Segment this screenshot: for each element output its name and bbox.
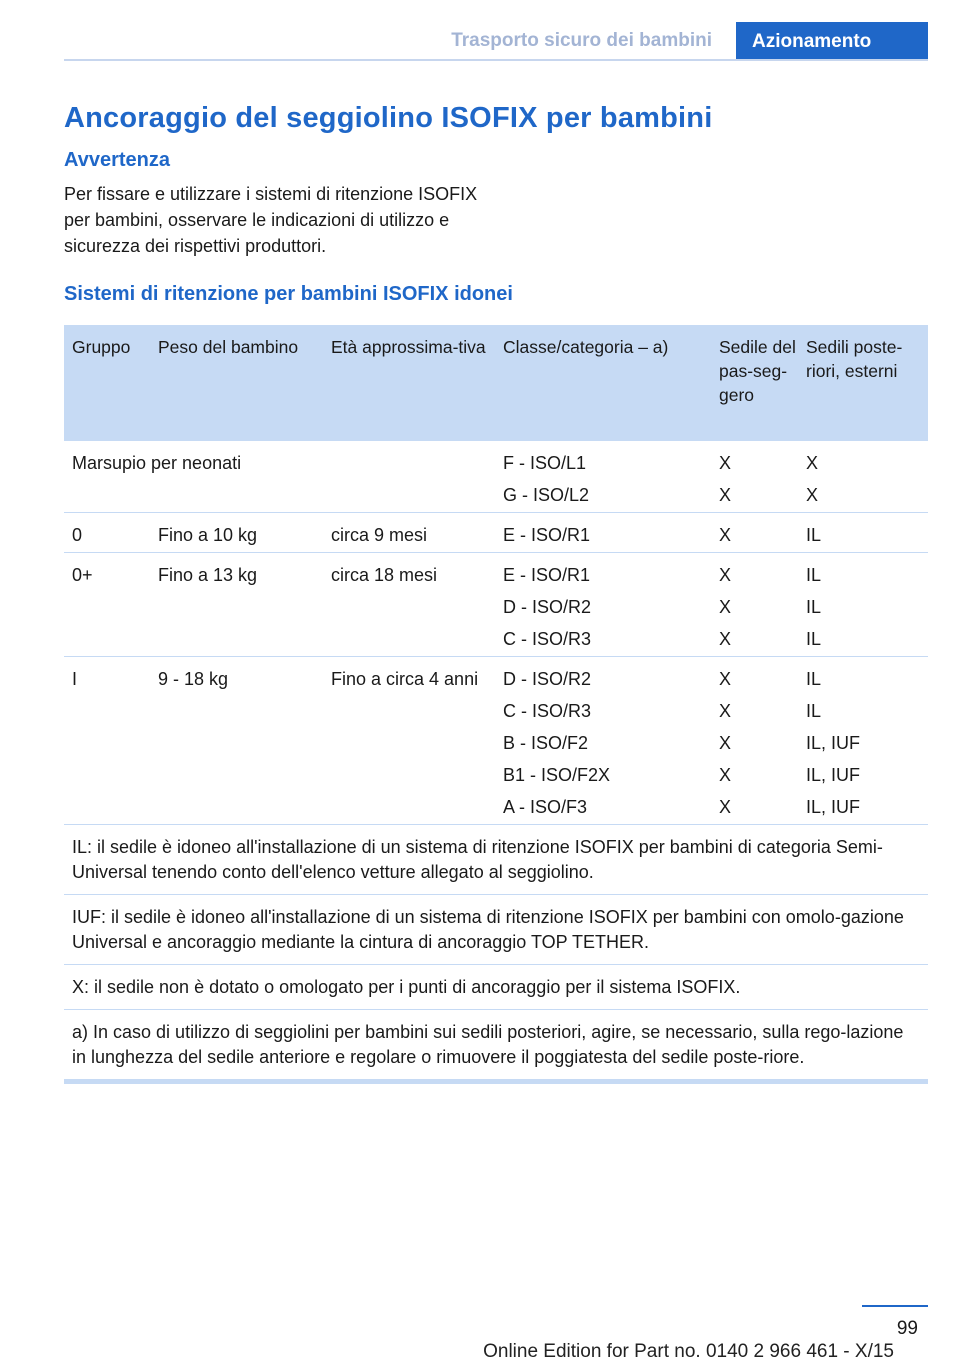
passeggero-item: X (719, 565, 732, 585)
cell-classe: E - ISO/R1 (503, 525, 591, 545)
classe-item: A - ISO/F3 (503, 797, 588, 817)
cell-posteriori (806, 451, 818, 515)
cell-posteriori (806, 667, 860, 827)
header-eta: Età approssima-tiva (331, 337, 486, 357)
passeggero-item: X (719, 453, 732, 473)
header-chapter-tab: Azionamento (736, 22, 928, 61)
passeggero-item: X (719, 765, 732, 785)
cell-eta: circa 9 mesi (331, 525, 428, 545)
posteriori-item: X (806, 485, 819, 505)
posteriori-item: IL (806, 565, 822, 585)
cell-passeggero (719, 451, 731, 515)
classe-item: E - ISO/R1 (503, 565, 591, 585)
table-note: X: il sedile non è dotato o omologato per i punti di ancoraggio per il sistema ISOFIX. (64, 965, 928, 1010)
posteriori-item: IL, IUF (806, 797, 861, 817)
page-number: 99 (896, 1318, 918, 1339)
footer-edition: Online Edition for Part no. 0140 2 966 461 - X/15 (483, 1341, 894, 1362)
table-bottom-rule (64, 1079, 928, 1084)
cell-gruppo: Marsupio per neonati (72, 453, 242, 473)
table-row (64, 553, 928, 657)
cell-posteriori (806, 563, 821, 659)
passeggero-item: X (719, 629, 732, 649)
passeggero-item: X (719, 485, 732, 505)
isofix-table (64, 325, 928, 1084)
header-section-title: Trasporto sicuro dei bambini (451, 30, 712, 51)
cell-passeggero (719, 563, 731, 659)
posteriori-item: IL (806, 629, 822, 649)
classe-item: B1 - ISO/F2X (503, 765, 611, 785)
warning-heading: Avvertenza (64, 149, 170, 171)
posteriori-item: IL (806, 597, 822, 617)
table-note: a) In caso di utilizzo di seggiolini per bambini sui sedili posteriori, agire, se necessario, sulla rego-lazione in lunghezza del sedile anteriore e regolare o rimuovere il poggiatesta del sedile poste-riore. (72, 1022, 904, 1067)
header-classe: Classe/categoria – a) (503, 337, 669, 357)
table-note: IUF: il sedile è idoneo all'installazione di un sistema di ritenzione ISOFIX per bambini con omolo-gazione Universal e ancoraggio mediante la cintura di ancoraggio TOP TETHER. (64, 895, 928, 965)
cell-peso: 9 - 18 kg (158, 669, 229, 689)
passeggero-item: X (719, 733, 732, 753)
passeggero-item: X (719, 701, 732, 721)
page-header (64, 0, 928, 61)
cell-posteriori: IL (806, 525, 822, 545)
cell-passeggero (719, 667, 731, 827)
passeggero-item: X (719, 597, 732, 617)
table-row (64, 513, 928, 553)
passeggero-item: X (719, 797, 732, 817)
page-title: Ancoraggio del seggiolino ISOFIX per bambini (64, 102, 713, 134)
classe-item: B - ISO/F2 (503, 733, 589, 753)
cell-gruppo: 0 (72, 525, 83, 545)
cell-classe (503, 667, 610, 827)
posteriori-item: X (806, 453, 819, 473)
header-sedili-posteriori: Sedili poste-riori, esterni (806, 337, 903, 381)
classe-item: C - ISO/R3 (503, 701, 592, 721)
table-note: IL: il sedile è idoneo all'installazione di un sistema di ritenzione ISOFIX per bambini di categoria Semi-Universal tenendo conto dell'elenco vetture allegato al seggiolino. (64, 825, 928, 895)
posteriori-item: IL (806, 669, 822, 689)
classe-item: G - ISO/L2 (503, 485, 590, 505)
section-heading: Sistemi di ritenzione per bambini ISOFIX idonei (64, 283, 513, 305)
posteriori-item: IL (806, 701, 822, 721)
header-divider (64, 59, 928, 61)
classe-item: C - ISO/R3 (503, 629, 592, 649)
cell-passeggero: X (719, 525, 732, 545)
posteriori-item: IL, IUF (806, 765, 861, 785)
posteriori-item: IL, IUF (806, 733, 861, 753)
cell-classe (503, 563, 591, 659)
table-header-row (64, 325, 928, 441)
warning-text: Per fissare e utilizzare i sistemi di ritenzione ISOFIX per bambini, osservare le indicazioni di utilizzo e sicurezza dei rispettivi produttori. (64, 184, 478, 256)
header-gruppo: Gruppo (72, 337, 131, 357)
cell-peso: Fino a 13 kg (158, 565, 258, 585)
page-number-rule (862, 1305, 928, 1307)
cell-classe (503, 451, 589, 515)
table-row (64, 657, 928, 825)
classe-item: D - ISO/R2 (503, 597, 592, 617)
cell-peso: Fino a 10 kg (158, 525, 258, 545)
cell-eta: Fino a circa 4 anni (331, 669, 479, 689)
header-peso: Peso del bambino (158, 337, 299, 357)
cell-gruppo: 0+ (72, 565, 93, 585)
classe-item: F - ISO/L1 (503, 453, 587, 473)
header-sedile-passeggero: Sedile del pas-seg-gero (719, 337, 796, 405)
cell-gruppo: I (72, 669, 78, 689)
cell-eta: circa 18 mesi (331, 565, 438, 585)
table-row (64, 441, 928, 513)
passeggero-item: X (719, 669, 732, 689)
classe-item: D - ISO/R2 (503, 669, 592, 689)
